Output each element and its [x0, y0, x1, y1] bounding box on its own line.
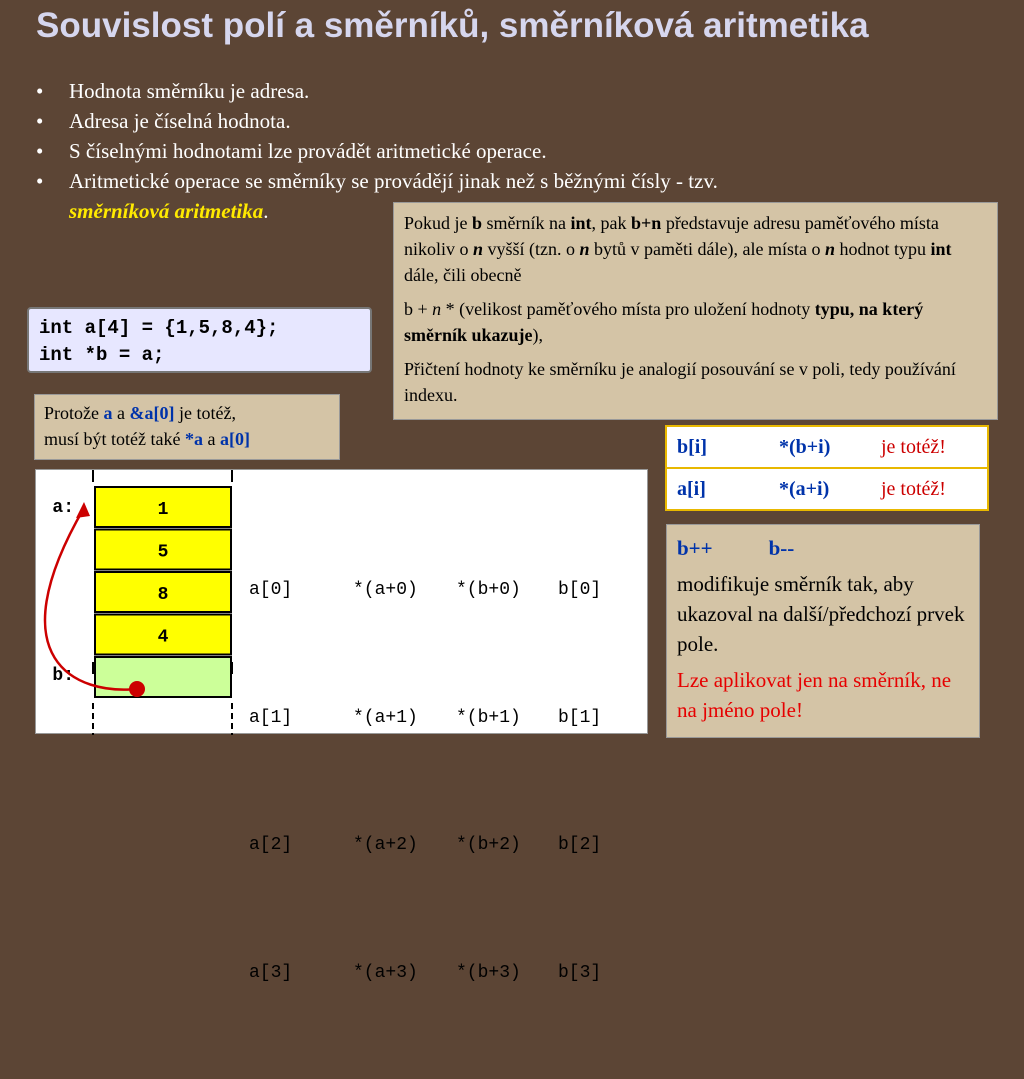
note-term: a[0] [219, 429, 250, 449]
expr-cell: *(a+0) [353, 580, 418, 600]
expr-column-a-deref [353, 484, 418, 1079]
explanation-paragraph: Přičtení hodnoty ke směrníku je analogií posouvání se v poli, tedy používání indexu. [404, 359, 956, 405]
note-text: musí být totéž také [44, 429, 185, 449]
increment-ops [677, 533, 969, 563]
op-decrement: b-- [768, 536, 795, 560]
equivalence-row [667, 427, 987, 467]
memory-diagram [35, 469, 648, 983]
expr-cell: *(a+1) [353, 707, 418, 728]
label-a: a: [52, 498, 74, 518]
bullet-tail: . [263, 199, 269, 223]
equivalence-expr: a[i] [677, 478, 706, 500]
slide-title: Souvislost polí a směrníků, směrníková aritmetika [36, 6, 869, 45]
expr-cell: b[0] [558, 580, 602, 600]
bullet-item [28, 106, 908, 136]
emphasis-term: směrníková aritmetika [69, 199, 264, 223]
note-term: a [103, 403, 113, 423]
code-snippet [27, 307, 372, 373]
array-cell-value: 1 [157, 500, 169, 520]
bullet-item [28, 76, 908, 106]
equivalence-row [667, 469, 987, 509]
bullet-dot: • [36, 169, 44, 193]
equivalence-table [665, 425, 989, 511]
bullet-text: Hodnota směrníku je adresa. [69, 79, 310, 103]
expr-cell: a[0] [249, 580, 293, 600]
expr-cell: b[2] [558, 835, 602, 855]
increment-warning: Lze aplikovat jen na směrník, ne na jméno pole! [677, 668, 952, 722]
expr-cell: a[2] [249, 835, 293, 855]
equivalence-label: je totéž! [881, 478, 946, 500]
equivalence-label: je totéž! [881, 436, 946, 458]
expr-cell: a[1] [249, 707, 293, 728]
expr-cell: *(b+2) [456, 835, 521, 855]
label-b: b: [52, 666, 74, 686]
note-term: *a [184, 429, 203, 449]
expr-column-a-index [249, 484, 292, 1079]
note-text: a [202, 429, 220, 449]
note-text: je totéž, [174, 403, 236, 423]
note-term: &a[0] [129, 403, 175, 423]
bullet-text: Adresa je číselná hodnota. [69, 109, 291, 133]
pointer-arithmetic-explanation [393, 202, 998, 420]
bullet-dot: • [36, 139, 44, 163]
equivalence-expr: b[i] [677, 436, 707, 458]
expr-cell: *(a+2) [353, 835, 418, 855]
pointer-origin-dot [129, 681, 145, 697]
pointer-cell-b [95, 657, 231, 697]
bullet-text: Aritmetické operace se směrníky se provádějí jinak než s běžnými čísly - tzv. [69, 169, 718, 193]
bullet-text: S číselnými hodnotami lze provádět aritmetické operace. [69, 139, 547, 163]
expr-cell: *(a+3) [353, 962, 418, 983]
expr-cell: *(b+1) [456, 707, 521, 728]
expr-column-b-deref [456, 484, 521, 1079]
op-increment: b++ [677, 536, 713, 560]
expr-cell: *(b+3) [456, 962, 521, 983]
code-line: int a[4] = {1,5,8,4}; [39, 317, 279, 339]
note-text: Protože [44, 403, 104, 423]
bullet-dot: • [36, 109, 44, 133]
expr-column-b-index [558, 484, 601, 1079]
explanation-paragraph: b + n * (velikost paměťového místa pro uložení hodnoty typu, na který směrník ukazuje), [404, 299, 924, 345]
equivalence-note [34, 394, 340, 460]
array-cell-value: 5 [157, 542, 169, 563]
bullet-dot: • [36, 79, 44, 103]
expr-cell: a[3] [249, 962, 293, 983]
pointer-arrow-head [76, 502, 90, 518]
expr-cell: *(b+0) [456, 580, 521, 600]
explanation-paragraph: Pokud je b směrník na int, pak b+n představuje adresu paměťového místa nikoliv o n vyšší (tzn. o n bytů v paměti dále), ale místa o n hodnot typu int dále, čili obecně [404, 213, 952, 285]
expr-cell: b[3] [558, 962, 602, 983]
note-text: a [112, 403, 130, 423]
array-cell-value: 4 [157, 627, 169, 648]
code-line: int *b = a; [39, 344, 165, 366]
expr-cell: b[1] [558, 707, 602, 728]
increment-desc: modifikuje směrník tak, aby ukazoval na další/předchozí prvek pole. [677, 572, 965, 656]
equivalence-expr: *(b+i) [779, 436, 831, 458]
equivalence-expr: *(a+i) [779, 478, 830, 500]
increment-note [666, 524, 980, 738]
array-cell-value: 8 [157, 585, 169, 605]
bullet-item [28, 136, 908, 166]
